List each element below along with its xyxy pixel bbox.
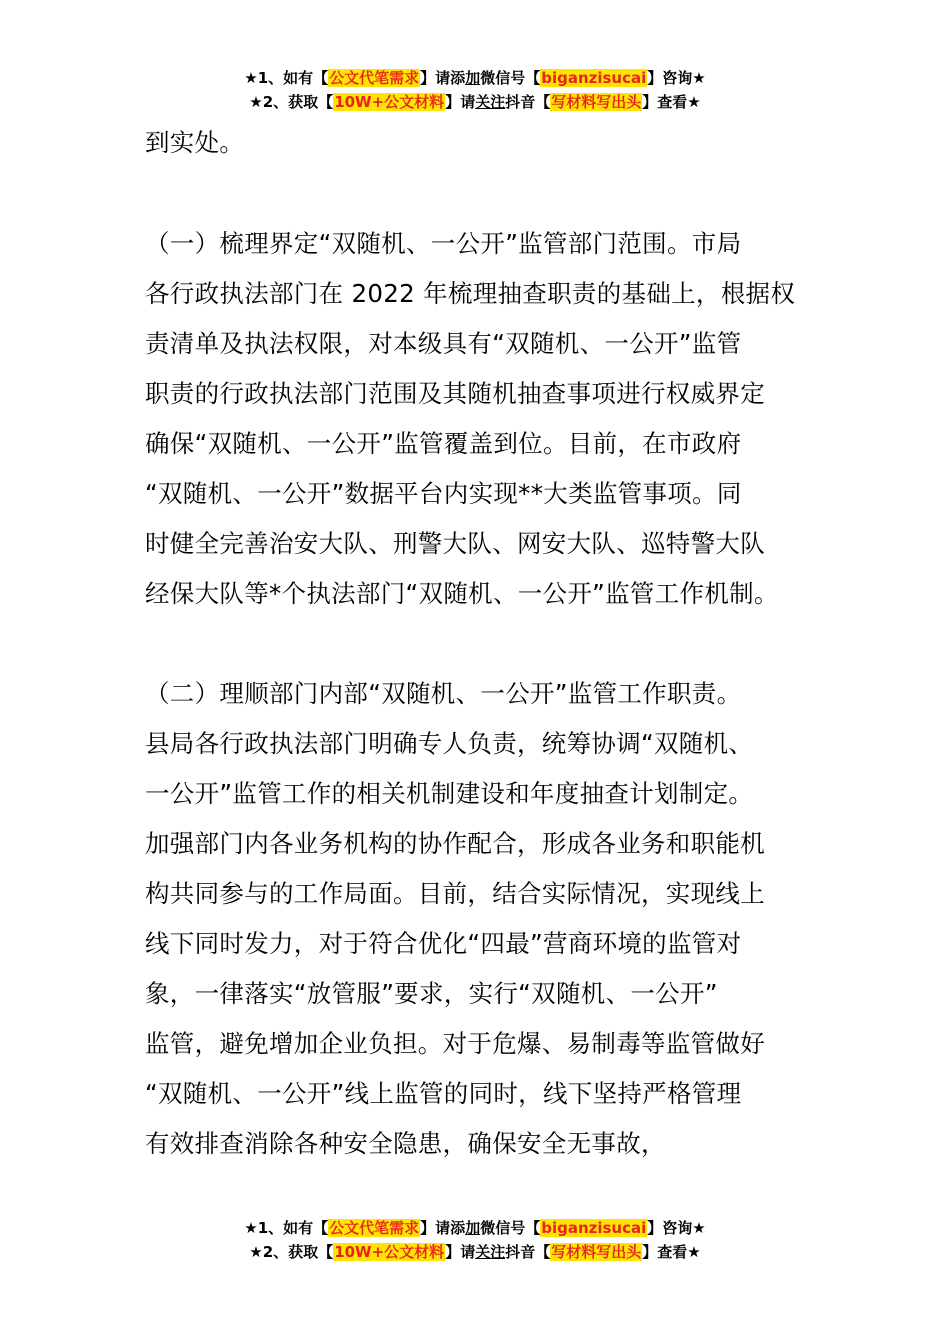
promo-line-2-mid: 】请 xyxy=(445,1243,476,1261)
text-line: 责清单及执法权限，对本级具有“双随机、一公开”监管 xyxy=(145,329,742,358)
promo-line-2-mid-b: 抖音【 xyxy=(505,93,551,111)
promo-line-1-mid-underlined: 加 xyxy=(465,69,481,87)
footer-promo-banner xyxy=(0,1216,950,1264)
text-line: 到实处。 xyxy=(145,128,245,157)
promo-line-1 xyxy=(0,66,950,90)
text-line: “双随机、一公开”线上监管的同时，线下坚持严格管理 xyxy=(145,1079,742,1108)
promo-highlight-wechat-id: biganzisucai xyxy=(541,69,647,87)
text-line: （二）理顺部门内部“双随机、一公开”监管工作职责。 xyxy=(145,679,742,708)
text-line: 职责的行政执法部门范围及其随机抽查事项进行权威界定 xyxy=(145,379,765,408)
promo-line-2-suffix: 】查看★ xyxy=(642,93,701,111)
promo-line-1-mid: 】请添 xyxy=(420,1219,466,1237)
promo-line-1-prefix: ★1、如有【 xyxy=(244,69,329,87)
text-line: 时健全完善治安大队、刑警大队、网安大队、巡特警大队 xyxy=(145,529,765,558)
promo-line-1-mid-b: 微信号【 xyxy=(480,1219,541,1237)
promo-line-2 xyxy=(0,1240,950,1264)
text-line: 加强部门内各业务机构的协作配合，形成各业务和职能机 xyxy=(145,829,765,858)
promo-highlight-douyin-account: 写材料写出头 xyxy=(551,93,642,111)
text-line: “双随机、一公开”数据平台内实现**大类监管事项。同 xyxy=(145,479,742,508)
promo-line-2-mid-underlined: 关注 xyxy=(475,93,506,111)
promo-line-1-mid-underlined: 加 xyxy=(465,1219,481,1237)
text-line: 确保“双随机、一公开”监管覆盖到位。目前，在市政府 xyxy=(145,429,742,458)
promo-line-2-mid-b: 抖音【 xyxy=(505,1243,551,1261)
promo-line-2-prefix: ★2、获取【 xyxy=(249,93,334,111)
text-line: 线下同时发力，对于符合优化“四最”营商环境的监管对 xyxy=(145,929,742,958)
text-line: 监管，避免增加企业负担。对于危爆、易制毒等监管做好 xyxy=(145,1029,765,1058)
promo-highlight-ghostwriting: 公文代笔需求 xyxy=(329,69,420,87)
text-line: 一公开”监管工作的相关机制建设和年度抽查计划制定。 xyxy=(145,779,754,808)
text-line: 构共同参与的工作局面。目前，结合实际情况，实现线上 xyxy=(145,879,765,908)
text-line: （一）梳理界定“双随机、一公开”监管部门范围。市局 xyxy=(145,229,742,258)
promo-highlight-materials: 10W+公文材料 xyxy=(334,93,445,111)
text-line: 各行政执法部门在 2022 年梳理抽查职责的基础上，根据权 xyxy=(145,279,796,308)
text-line: 经保大队等*个执法部门“双随机、一公开”监管工作机制。 xyxy=(145,579,779,608)
promo-line-2-mid: 】请 xyxy=(445,93,476,111)
promo-line-2-suffix: 】查看★ xyxy=(642,1243,701,1261)
promo-line-1-mid-b: 微信号【 xyxy=(480,69,541,87)
promo-line-1-suffix: 】咨询★ xyxy=(647,69,706,87)
promo-line-1-prefix: ★1、如有【 xyxy=(244,1219,329,1237)
paragraph-scope-definition xyxy=(145,219,810,619)
promo-highlight-douyin-account: 写材料写出头 xyxy=(551,1243,642,1261)
promo-line-2-mid-underlined: 关注 xyxy=(475,1243,506,1261)
promo-line-1-suffix: 】咨询★ xyxy=(647,1219,706,1237)
text-line: 县局各行政执法部门明确专人负责，统筹协调“双随机、 xyxy=(145,729,754,758)
promo-highlight-materials: 10W+公文材料 xyxy=(334,1243,445,1261)
promo-line-2 xyxy=(0,90,950,114)
text-line: 有效排查消除各种安全隐患，确保安全无事故， xyxy=(145,1129,666,1158)
continued-text-fragment xyxy=(145,118,810,168)
promo-line-1-mid: 】请添 xyxy=(420,69,466,87)
paragraph-internal-duties xyxy=(145,669,810,1169)
promo-line-1 xyxy=(0,1216,950,1240)
promo-line-2-prefix: ★2、获取【 xyxy=(249,1243,334,1261)
promo-highlight-wechat-id: biganzisucai xyxy=(541,1219,647,1237)
text-line: 象，一律落实“放管服”要求，实行“双随机、一公开” xyxy=(145,979,718,1008)
header-promo-banner xyxy=(0,66,950,114)
promo-highlight-ghostwriting: 公文代笔需求 xyxy=(329,1219,420,1237)
